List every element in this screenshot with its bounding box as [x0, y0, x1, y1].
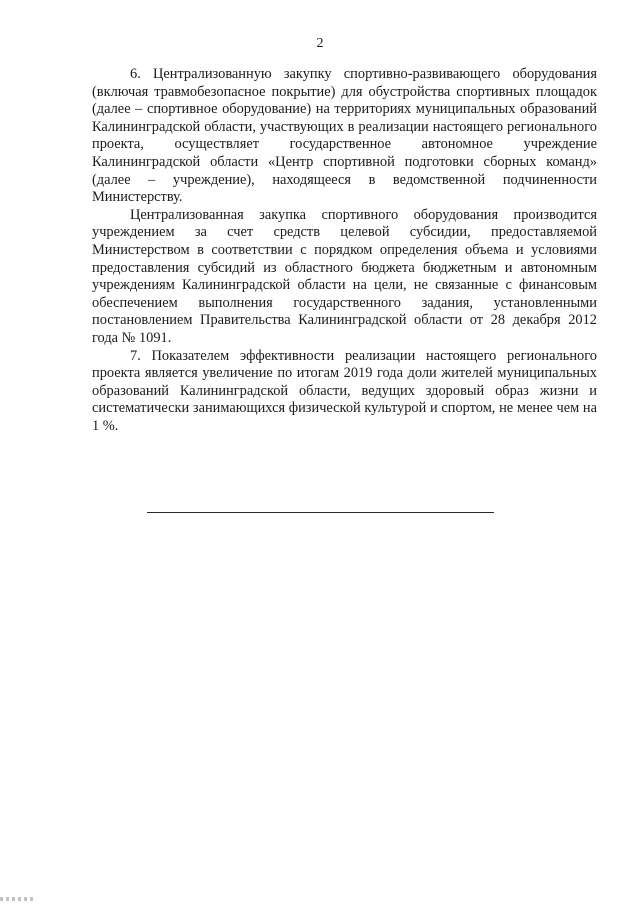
scan-artifact — [0, 897, 36, 901]
page-number: 2 — [316, 36, 324, 51]
paragraph-item-6: 6. Централизованную закупку спортивно-развивающего оборудования (включая травмобезопасное покрытие) для обустройства спортивных площадок (далее – спортивное оборудование) на территориях муниципальных образований Калининградской области, участвующих в реализации настоящего регионального проекта, осуществляет государственное автономное учреждение Калининградской области «Центр спортивной подготовки сборных команд» (далее – учреждение), находящееся в ведомственной подчиненности Министерству. — [92, 66, 597, 206]
paragraph-centralized-procurement: Централизованная закупка спортивного оборудования производится учреждением за счет средств целевой субсидии, предоставляемой Министерством в соответствии с порядком определения объема и условиями предоставления субсидий из областного бюджета бюджетным и автономным учреждениям Калининградской области на цели, не связанные с финансовым обеспечением выполнения государственного задания, установленными постановлением Правительства Калининградской области от 28 декабря 2012 года № 1091. — [92, 206, 597, 346]
paragraph-item-7: 7. Показателем эффективности реализации настоящего регионального проекта является увеличение по итогам 2019 года доли жителей муниципальных образований Калининградской области, ведущих здоровый образ жизни и систематически занимающихся физической культурой и спортом, не менее чем на 1 %. — [92, 347, 597, 434]
document-body — [92, 66, 597, 435]
end-of-text-divider — [147, 512, 494, 513]
